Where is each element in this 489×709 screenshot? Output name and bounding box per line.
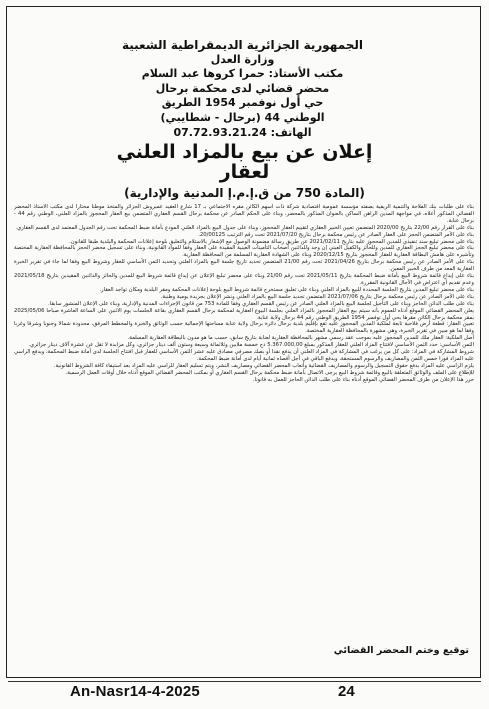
header-republic: الجمهورية الجزائرية الديمقراطية الشعبية — [121, 38, 364, 52]
footer-publication-tag: An-Nasr14-4-2025 — [70, 683, 200, 700]
body-paragraph: يلزم الراسي عليه المزاد بدفع حقوق التسجيل والرسوم والمصاريف القضائية وأتعاب المحضر القضائي ومصاريف النشر، ويتم تسليم العقار للراسي عليه المزاد بعد استيفاء كافة الشروط القانونية. — [53, 362, 474, 369]
announcement-header — [20, 38, 465, 140]
body-paragraph: بناء على محضر تبليغ سند تنفيذي للمدين المحجوز عليه بتاريخ 2021/02/11 عن طريق رسالة مضمونة الوصول مع الإشعار بالاستلام والتعليق بلوحة إعلانات المحكمة والبلدية طبقا للقانون. — [69, 238, 474, 245]
body-paragraph: أصل الملكية: العقار ملك للمدين المحجوز عليه بموجب عقد رسمي مشهر بالمحافظة العقارية لعنابة بتاريخ سابق، حسب ما هو مدون بالبطاقة العقارية المسلمة. — [127, 335, 474, 342]
body-paragraph: بناء على الأمر المتضمن الحجز على العقار الصادر عن رئيس محكمة برحال بتاريخ 2021/07/20 تحت رقم الترتيب 20/00125. — [198, 231, 474, 238]
footer-page-number: 24 — [338, 683, 355, 700]
footer-divider — [8, 681, 481, 682]
body-paragraph: بناء على الأمر الصادر عن رئيس محكمة برحال بتاريخ 2021/04/26 تحت رقم 21/00 المتضمن تحديد تاريخ جلسة البيع بالمزاد العلني وتحديد الثمن الأساسي للعقار وشروط البيع وفقا لما جاء في تقرير الخبرة العقارية المعد من طرف الخبير المعين. — [14, 259, 474, 273]
body-paragraph: بناء على طلب الدائن الحاجز وبناء على التأجيل لجلسة البيع بالمزاد العلني الصادر عن رئيس القسم العقاري وفقا للمادة 753 من قانون الإجراءات المدنية والإدارية، وبناء على الإعلان المنشور سابقا. — [48, 300, 474, 307]
body-paragraph: بناء على محضر تبليغ الحجز العقاري للمدين وللحائز والكفيل العيني إن وجد وللدائنين أصحاب التأمينات العينية المقيدة على العقار وفقا للمواد القانونية، وبناء على تسجيل محضر الحجز بالمحافظة العقارية المختصة وتأشيره على هامش البطاقة العقارية للعقار المحجوز بتاريخ 2020/12/15 وبناء على الشهادة العقارية المسلمة من المحافظة العقارية. — [14, 245, 474, 259]
header-phone: الهاتف: 07.72.93.21.24 — [173, 126, 312, 139]
header-office: مكتب الأستاذ: حمرا كروها عبد السلام — [141, 67, 344, 80]
body-paragraph: تعيين العقار: قطعة أرض فلاحية تابعة لملكية المدين المحجوز عليه تقع بإقليم بلدية برحال دائرة برحال ولاية عنابة مساحتها الإجمالية حسب الوثائق والخبرة والمخطط المرفق، محدودة شمالا وجنوبا وشرقا وغربا وفقا لما هو مبين في تقرير الخبرة، وهي مشهرة بالمحافظة العقارية المختصة. — [14, 321, 474, 335]
title-line-2: لعقار — [219, 161, 270, 183]
body-paragraph: بناء على القرار رقم 22/00 بتاريخ 2020/00 المتضمن تعيين الخبير العقاري لتقييم العقار المحجوز، وبناء على جدول البيع بالمزاد العلني المودع بأمانة ضبط المحكمة تحت رقم الجدول المعتمد لدى القسم العقاري. — [15, 224, 474, 231]
body-paragraph: حرر هذا الإعلان من طرف المحضر القضائي الموقع أدناه بناء على طلب الدائن الحاجز للعمل به قانونا. — [252, 376, 474, 383]
page-footer — [8, 683, 481, 703]
body-paragraph: يعلن المحضر القضائي الموقع أدناه للعموم بأنه سيتم بيع العقار المحجوز بالمزاد العلني بجلسة البيوع العقارية لمحكمة برحال القسم العقاري بقاعة الجلسات يوم الاثنين على الساعة العاشرة صباحا 2025/05/06 بمقر محكمة برحال الكائن مقرها بحي أول نوفمبر 1954 الطريق الوطني رقم 44 برحال ولاية عنابة. — [14, 307, 474, 321]
body-paragraph: بناء على الأمر الصادر عن رئيس محكمة برحال بتاريخ 2021/07/06 المتضمن تحديد جلسة البيع بالمزاد العلني ونشر الإعلان بجريدة يومية وطنية. — [160, 293, 474, 300]
header-ministry: وزارة العدل — [210, 52, 275, 66]
body-paragraph: بناء على إيداع قائمة شروط البيع بأمانة ضبط المحكمة بتاريخ 2021/05/11 تحت رقم 21/00 وبناء على محضر تبليغ الإعلان عن إيداع قائمة شروط البيع للمدين والحائز والدائنين المقيدين بتاريخ 2021/05/18 وعدم تقديم أي اعتراض في الآجال القانونية المقررة. — [14, 273, 474, 286]
body-paragraph: شروط المشاركة في المزاد: على كل من يرغب في المشاركة في المزاد العلني أن يدفع نقدا أو بصك مصرفي مصادق عليه عشر الثمن الأساسي للعقار قبل افتتاح الجلسة لدى أمانة ضبط المحكمة، ويدفع الراسي عليه المزاد فورا خمس الثمن والمصاريف والرسوم المستحقة، ويدفع الباقي في أجل أقصاه ثمانية أيام لدى أمانة ضبط المحكمة. — [14, 349, 474, 362]
body-paragraph: بناء على محضر تبليغ المدين بتاريخ الجلسة المحددة للبيع بالمزاد العلني وبناء على تعليق مستخرج قائمة شروط البيع بلوحة إعلانات المحكمة ومقر البلدية ومكان تواجد العقار. — [99, 286, 474, 293]
body-paragraph: للإطلاع على الملف والوثائق المتعلقة بالبيع وقائمة شروط البيع يرجى الاتصال بأمانة ضبط محكمة برحال القسم العقاري أو بمكتب المحضر القضائي الموقع أدناه خلال أوقات العمل الرسمية. — [65, 369, 474, 376]
header-address-2: الوطني 44 (برحال - شطايبي) — [160, 110, 325, 124]
body-paragraph: بناء على طلبات بنك الفلاحة والتنمية الريفية بصفته مؤسسة عمومية اقتصادية شركة ذات أسهم الكائن مقره الاجتماعي بـ 17 شارع العقيد عميروش الجزائر والمتخذ موطنا مختارا لدى مكتب الأستاذ المحضر القضائي المذكور أعلاه، في مواجهة المدين الراهن الساكن بالعنوان المذكور بالمحضر، وبناء على الحكم الصادر عن محكمة برحال القسم العقاري المتضمن بيع العقار المحجوز بالمزاد العلني، الوطني رقم 44 - برحال عنابة. — [14, 204, 474, 224]
header-address-1: حي أول نوفمبر 1954 الطريق — [161, 96, 324, 109]
body-paragraph: الثمن الأساسي: حدد الثمن الأساسي لافتتاح المزاد العلني للعقار المذكور بمبلغ 5.367.000,00 دج خمسة ملايين وثلاثمائة وسبعة وستون ألف دينار جزائري، وكل مزايدة لا تقل عن عشرة آلاف دينار جزائري. — [28, 342, 474, 349]
announcement-subtitle: (المادة 750 من ق.إ.م.إ المدنية والإدارية) — [124, 186, 365, 200]
title-line-1: إعلان عن بيع بالمزاد العلني — [116, 141, 373, 163]
announcement-body — [14, 204, 474, 622]
announcement-title — [40, 142, 449, 182]
signature-line: توقيع وختم المحضر القضائي — [333, 645, 469, 656]
header-court: محضر قضائي لدى محكمة برحال — [155, 81, 330, 95]
